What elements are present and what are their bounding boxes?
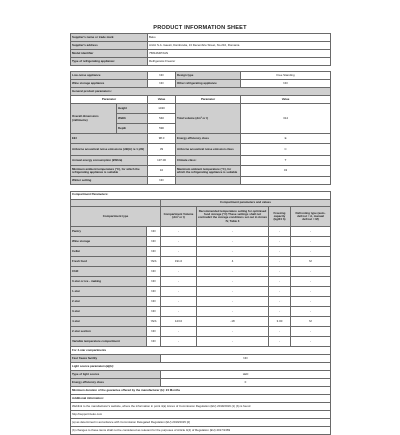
guarantee-row [71,386,331,394]
compartment-defrost: - [291,326,331,336]
supplier-name-row [71,34,331,42]
compartment-setting: - [197,286,269,296]
compartment-super-header-row [71,199,331,206]
compartment-volume: 123.0 [161,316,197,326]
compartment-present: NO [147,226,161,236]
light-type-value: LED [161,370,331,378]
winter-setting-label: Winter setting [71,177,148,185]
compartment-setting: - [197,246,269,256]
light-type-row [71,370,331,378]
compartment-freezing: - [269,236,291,246]
compartment-defrost: - [291,286,331,296]
light-source-heading: Light source parameters(a)(b): [71,362,331,370]
other-refrigerating-value: NO [241,80,331,88]
min-ambient-temp-label: Minimum ambient temperature (°C), for which the refrigerating appliance is suitable [71,165,148,177]
compartment-row-fresh-food [71,256,331,266]
other-refrigerating-label: Other refrigerating appliance [176,80,241,88]
compartment-setting: - [197,226,269,236]
compartment-name: Pantry [71,226,147,236]
light-heading-row [71,362,331,370]
general-column-header-row [71,96,331,104]
compartment-defrost: - [291,306,331,316]
supplier-name-label: Supplier's name or trade mark [71,34,148,42]
height-label: Height [117,104,148,114]
noise-row [71,144,331,156]
compartment-volume: - [161,266,197,276]
compartment-heading-row [71,191,331,199]
compartment-defrost: - [291,236,331,246]
wine-storage-value: NO [148,80,176,88]
weblink-label-row [71,402,331,410]
four-star-heading-row [71,346,331,354]
compartment-freezing: - [269,286,291,296]
fast-freeze-value: NO [161,354,331,362]
eei-label: EEI [71,134,148,144]
compartment-defrost: - [291,296,331,306]
fast-freeze-label: Fast freeze facility [71,354,161,362]
noise-emission-value: 39 [148,144,176,156]
height-value: 1430 [148,104,176,114]
compartment-name: Variable temperature compartment [71,336,147,346]
max-ambient-temp-label: Maximum ambient temperature (°C), for which the refrigerating appliance is suitable [176,165,241,177]
winter-empty-label [176,177,241,185]
compartment-present: YES [147,256,161,266]
compartment-freezing: - [269,246,291,256]
guarantee-text: Minimum duration of the guarantee offered by the manufacturer (b): 24 Months [71,386,331,394]
sheet-title: PRODUCT INFORMATION SHEET [153,25,247,31]
compartment-table [70,191,331,435]
winter-empty-value [241,177,331,185]
note-a-row [71,418,331,426]
general-heading-row [71,88,331,96]
compartment-volume-header: Compartment Volume (dm³ or l) [161,206,197,226]
compartment-volume: - [161,236,197,246]
compartment-present: NO [147,326,161,336]
compartment-volume: - [161,226,197,236]
compartment-freezing: - [269,296,291,306]
compartment-present: NO [147,296,161,306]
design-type-label: Design type [176,72,241,80]
compartment-name: Wine storage [71,236,147,246]
compartment-present: NO [147,336,161,346]
compartment-setting: - [197,236,269,246]
compartment-row-1-star [71,286,331,296]
weblink-value[interactable]: http://support.beko.com [71,410,331,418]
energy-class-value: E [241,134,331,144]
compartment-name: 4-star [71,316,147,326]
defrosting-type-header: Defrosting type (auto-defrost = A, manual defrost = M) [291,206,331,226]
model-identifier-row [71,50,331,58]
compartment-setting: - [197,296,269,306]
winter-setting-row [71,177,331,185]
width-label: Width [117,114,148,124]
compartment-row-2-star [71,296,331,306]
noise-class-label: Airborne acoustical noise emission class [176,144,241,156]
additional-info-heading: Additional information: [71,394,331,402]
compartment-volume: - [161,286,197,296]
annual-energy-row [71,155,331,165]
compartment-freezing: - [269,266,291,276]
low-noise-label: Low-noise appliance [71,72,148,80]
compartment-name: 2-star [71,296,147,306]
wine-storage-label: Wine storage appliance [71,80,148,88]
compartment-volume: - [161,296,197,306]
compartment-name: 1-star [71,286,147,296]
compartment-present: NO [147,276,161,286]
compartment-volume: - [161,336,197,346]
supplier-address-row [71,42,331,50]
weblink-label: Weblink to the manufacturer's website, where the information in point 4(a) Annex of Commission Regulation (EU) 2019/2019 (1) (b) is found [71,402,331,410]
dimension-height-row [71,104,331,114]
footnote-a: (a) as determined in accordance with Commission Delegated Regulation (EU) 2019/2015 [2] [71,418,331,426]
noise-emission-label: Airborne acoustical noise emissions (dB(A) re 1 pW) [71,144,148,156]
light-type-label: Type of light source [71,370,161,378]
eei-value: 98.0 [148,134,176,144]
max-ambient-temp-value: 43 [241,165,331,177]
compartment-row-variable-temperature [71,336,331,346]
compartment-name: 2-star section [71,326,147,336]
compartment-setting: - [197,306,269,316]
compartment-row-pantry [71,226,331,236]
compartment-super-header: Compartment parameters and values [161,199,331,206]
compartment-row-0-star [71,276,331,286]
noise-class-value: C [241,144,331,156]
compartment-row-4-star [71,316,331,326]
compartment-freezing: - [269,306,291,316]
compartment-row-2-star-section [71,326,331,336]
general-table [70,33,331,191]
climate-class-label: Climate class: [176,155,241,165]
value-header-2: Value [241,96,331,104]
climate-class-value: T [241,155,331,165]
appliance-type-label: Type of refrigerating appliance: [71,58,148,66]
supplier-address-value: Arctic S.A. Gaesti, Dambovita, 13 Decembrie Street, No.210, Romania [148,42,331,50]
depth-value: 590 [148,124,176,134]
compartment-defrost: M [291,316,331,326]
design-type-value: Free Standing [241,72,331,80]
compartment-setting: - [197,336,269,346]
winter-setting-value: NO [148,177,176,185]
compartment-present: NO [147,246,161,256]
compartment-heading: Compartment Parameters: [71,191,331,199]
compartment-volume: - [161,276,197,286]
compartment-name: Fresh food [71,256,147,266]
compartment-setting: -18 [197,316,269,326]
compartment-row-wine-storage [71,236,331,246]
width-value: 540 [148,114,176,124]
ambient-temperature-row [71,165,331,177]
model-identifier-value: 7581264PXAN [148,50,331,58]
compartment-freezing: 3.00 [269,316,291,326]
compartment-defrost: - [291,336,331,346]
low-noise-row [71,72,331,80]
parameter-header-2: Parameter [176,96,241,104]
compartment-defrost: - [291,266,331,276]
annual-energy-value: 137.00 [148,155,176,165]
compartment-row-3-star [71,306,331,316]
light-class-label: Energy efficiency class [71,378,161,386]
compartment-defrost: - [291,246,331,256]
compartment-name: Cellar [71,246,147,256]
min-ambient-temp-value: 10 [148,165,176,177]
appliance-type-row [71,58,331,66]
depth-label: Depth [117,124,148,134]
light-class-value: F [161,378,331,386]
parameter-header: Parameter [71,96,148,104]
wine-storage-row [71,80,331,88]
overall-dimensions-label: Overall dimensions (millimetre) [71,104,117,134]
supplier-name-value: Beko [148,34,331,42]
additional-info-heading-row [71,394,331,402]
model-identifier-label: Model identifier [71,50,148,58]
compartment-setting: - [197,266,269,276]
energy-class-label: Energy efficiency class [176,134,241,144]
product-information-sheet [70,24,330,435]
temperature-setting-header: Recommended temperature setting for optimised food storage (°C) These settings shall not contradict the storage conditions set out in Annex IV, Table 3 [197,206,269,226]
compartment-defrost: - [291,226,331,236]
compartment-volume: - [161,246,197,256]
total-volume-value: 314 [241,104,331,134]
compartment-volume: 191.0 [161,256,197,266]
eei-row [71,134,331,144]
fast-freeze-row [71,354,331,362]
footnote-b: (b) changes to these items shall not be considered as relevant for the purposes of Article 4(4) of Regulation (EU) 2017/1369 [71,426,331,434]
value-header: Value [148,96,176,104]
low-noise-value: NO [148,72,176,80]
compartment-name: 3-star [71,306,147,316]
compartment-freezing: - [269,256,291,266]
freezing-capacity-header: Freezing capacity (kg/24 h) [269,206,291,226]
compartment-volume: - [161,326,197,336]
compartment-present: NO [147,286,161,296]
compartment-freezing: - [269,336,291,346]
compartment-setting: 4 [197,256,269,266]
note-b-row [71,426,331,434]
four-star-heading: For 4-star compartments [71,346,331,354]
compartment-setting: - [197,276,269,286]
compartment-name: 0-star or ice - making [71,276,147,286]
compartment-name: Chill [71,266,147,276]
compartment-volume: - [161,306,197,316]
compartment-freezing: - [269,326,291,336]
compartment-present: NO [147,306,161,316]
compartment-type-header: Compartment type [71,206,161,226]
weblink-value-row [71,410,331,418]
compartment-freezing: - [269,276,291,286]
general-heading: General product parameters: [71,88,331,96]
compartment-row-cellar [71,246,331,256]
appliance-type-value: Refrigerator-Freezer [148,58,331,66]
compartment-present: YES [147,316,161,326]
annual-energy-label: Annual energy consumption (kWh/a) [71,155,148,165]
supplier-address-label: Supplier's address [71,42,148,50]
compartment-column-header-row [71,206,331,226]
compartment-present: NO [147,236,161,246]
compartment-freezing: - [269,226,291,236]
compartment-present: NO [147,266,161,276]
light-class-row [71,378,331,386]
compartment-defrost: - [291,276,331,286]
compartment-row-chill [71,266,331,276]
total-volume-label: Total volume (dm³ or l) [176,104,241,134]
compartment-defrost: M [291,256,331,266]
compartment-setting: - [197,326,269,336]
